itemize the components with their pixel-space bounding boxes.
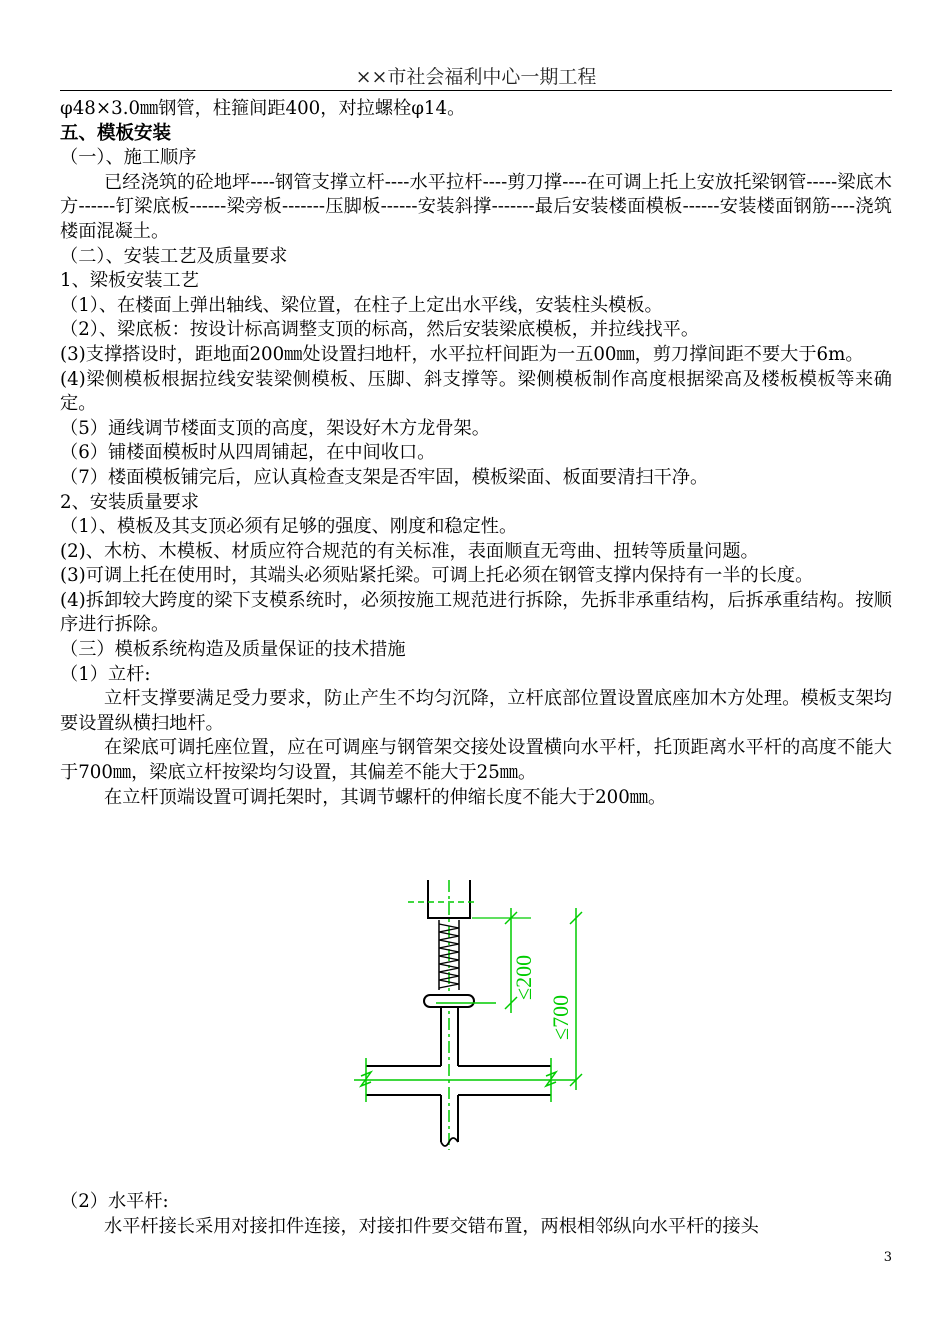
paragraph: （1）、模板及其支顶必须有足够的强度、刚度和稳定性。 [60,516,518,538]
paragraph: 在梁底可调托座位置，应在可调座与钢管架交接处设置横向水平杆，托顶距离水平杆的高度不能大于700㎜，梁底立杆按梁均匀设置，其偏差不能大于25㎜。 [60,737,892,784]
paragraph: （三）模板系统构造及质量保证的技术措施 [60,639,406,661]
paragraph: (3)支撑搭设时，距地面200㎜处设置扫地杆，水平拉杆间距为一五00㎜，剪刀撑间距不要大于6m。 [60,343,864,365]
paragraph: 已经浇筑的砼地坪----钢管支撑立杆----水平拉杆----剪刀撑----在可调上托上安放托梁钢管-----梁底木方------钉梁底板------梁旁板-------压脚板------安装斜撑-------最后安装楼面模板------安装楼面钢筋----浇筑楼面混凝土。 [60,171,892,242]
paragraph: （1）、在楼面上弹出轴线、梁位置，在柱子上定出水平线，安装柱头模板。 [60,294,663,316]
section-heading: 五、模板安装 [60,122,172,144]
adjustable-support-diagram [346,880,606,1170]
paragraph: (2)、木枋、木模板、材质应符合规范的有关标准，表面顺直无弯曲、扭转等质量问题。 [60,540,759,562]
paragraph: （1）立杆: [60,663,151,685]
paragraph: 1、梁板安装工艺 [60,270,199,292]
page-number: 3 [883,1250,892,1265]
paragraph: （2）、梁底板：按设计标高调整支顶的标高，然后安装梁底模板，并拉线找平。 [60,319,700,341]
paragraph: (4)梁侧模板根据拉线安装梁侧模板、压脚、斜支撑等。梁侧模板制作高度根据梁高及楼板模板等来确定。 [60,368,892,415]
paragraph: 在立杆顶端设置可调托架时，其调节螺杆的伸缩长度不能大于200㎜。 [104,786,667,808]
paragraph: （7）楼面模板铺完后，应认真检查支架是否牢固，模板梁面、板面要清扫干净。 [60,466,709,488]
paragraph: （5）通线调节楼面支顶的高度，架设好木方龙骨架。 [60,417,490,439]
dim-200-label: ≤200 [511,954,536,1000]
document-body-continued [60,1190,892,1239]
support-drawing-svg [346,880,606,1170]
dim-700-label: ≤700 [548,994,573,1040]
paragraph: φ48×3.0㎜钢管，柱箍间距400，对拉螺栓φ14。 [60,98,466,119]
paragraph: (4)拆卸较大跨度的梁下支模系统时，必须按施工规范进行拆除，先拆非承重结构，后拆承重结构。按顺序进行拆除。 [60,589,892,636]
paragraph: (3)可调上托在使用时，其端头必须贴紧托梁。可调上托必须在钢管支撑内保持有一半的长度。 [60,565,814,587]
document-body [60,97,892,810]
page-header: ××市社会福利中心一期工程 [60,64,892,91]
paragraph: 立杆支撑要满足受力要求，防止产生不均匀沉降，立杆底部位置设置底座加木方处理。模板支架均要设置纵横扫地杆。 [60,688,892,734]
adjusting-nut [424,995,474,1007]
paragraph: （二）、安装工艺及质量要求 [60,245,288,267]
paragraph: 水平杆接长采用对接扣件连接，对接扣件要交错布置，两根相邻纵向水平杆的接头 [104,1215,759,1237]
paragraph: 2、安装质量要求 [60,491,199,513]
paragraph: （2）水平杆: [60,1191,169,1212]
paragraph: （6）铺楼面模板时从四周铺起，在中间收口。 [60,442,436,464]
paragraph: （一）、施工顺序 [60,147,197,169]
